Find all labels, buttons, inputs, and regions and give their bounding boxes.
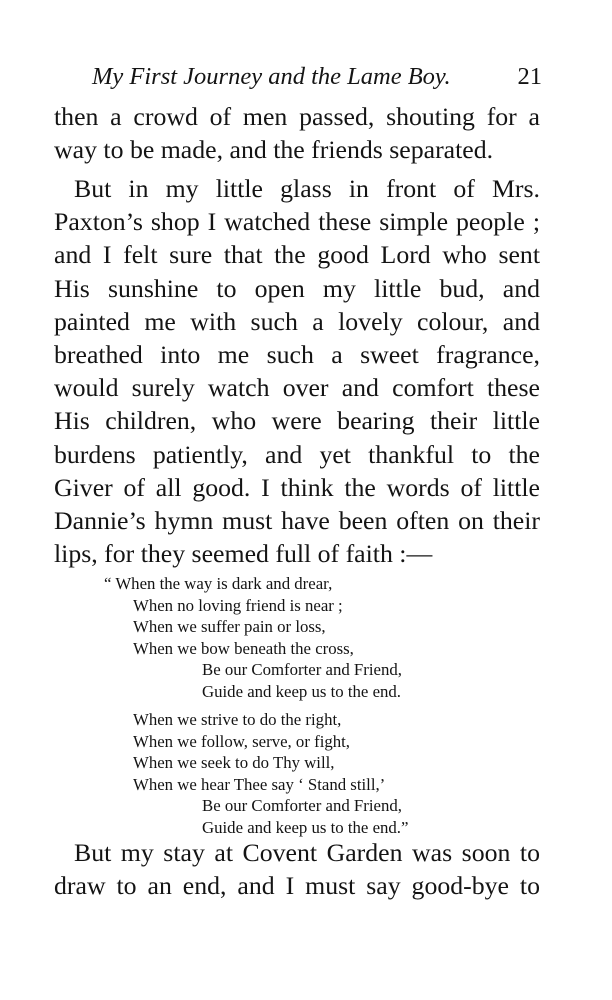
text-line: painted me with such a lovely colour, and	[54, 306, 540, 336]
hymn-stanza-2	[116, 709, 536, 838]
text-line: draw to an end, and I must say good-bye to	[54, 871, 540, 901]
text-line: lips, for they seemed full of faith :—	[54, 539, 433, 569]
text-line: His sunshine to open my little bud, and	[54, 273, 540, 303]
hymn-line: When we strive to do the right,	[133, 710, 342, 729]
text-line: would surely watch over and comfort these	[54, 373, 540, 403]
running-title: My First Journey and the Lame Boy.	[92, 63, 451, 90]
hymn-refrain-line: Guide and keep us to the end.”	[202, 817, 409, 837]
paragraph-2	[54, 172, 540, 570]
hymn-line: When no loving friend is near ;	[133, 595, 343, 615]
text-line: Giver of all good. I think the words of little	[54, 472, 540, 502]
hymn-line: “ When the way is dark and drear,	[104, 574, 333, 593]
text-line: breathed into me such a sweet fragrance,	[54, 339, 540, 369]
text-line: But my stay at Covent Garden was soon to	[74, 838, 540, 867]
page-number: 21	[517, 63, 542, 90]
hymn-line: When we suffer pain or loss,	[133, 617, 326, 636]
running-head	[92, 60, 542, 94]
hymn-quotation	[104, 573, 536, 845]
hymn-refrain-line: Be our Comforter and Friend,	[202, 660, 402, 679]
hymn-refrain-line: Be our Comforter and Friend,	[202, 796, 402, 815]
text-line: His children, who were bearing their little	[54, 406, 540, 436]
hymn-line: When we bow beneath the cross,	[133, 638, 354, 658]
hymn-stanza-1	[104, 573, 536, 702]
text-line: Dannie’s hymn must have been often on their	[54, 505, 540, 535]
hymn-line: When we hear Thee say ‘ Stand still,’	[133, 774, 386, 794]
hymn-line: When we follow, serve, or fight,	[133, 731, 351, 751]
text-line: way to be made, and the friends separated.	[54, 135, 494, 165]
text-line: But in my little glass in front of Mrs.	[74, 174, 540, 203]
text-line: then a crowd of men passed, shouting for a	[54, 102, 540, 131]
hymn-line: When we seek to do Thy will,	[133, 753, 335, 772]
paragraph-1	[54, 100, 540, 166]
paragraph-3	[54, 836, 540, 902]
text-line: Paxton’s shop I watched these simple people ;	[54, 207, 540, 237]
hymn-refrain-line: Guide and keep us to the end.	[202, 681, 401, 701]
text-line: burdens patiently, and yet thankful to the	[54, 439, 540, 469]
text-line: and I felt sure that the good Lord who sent	[54, 240, 540, 270]
